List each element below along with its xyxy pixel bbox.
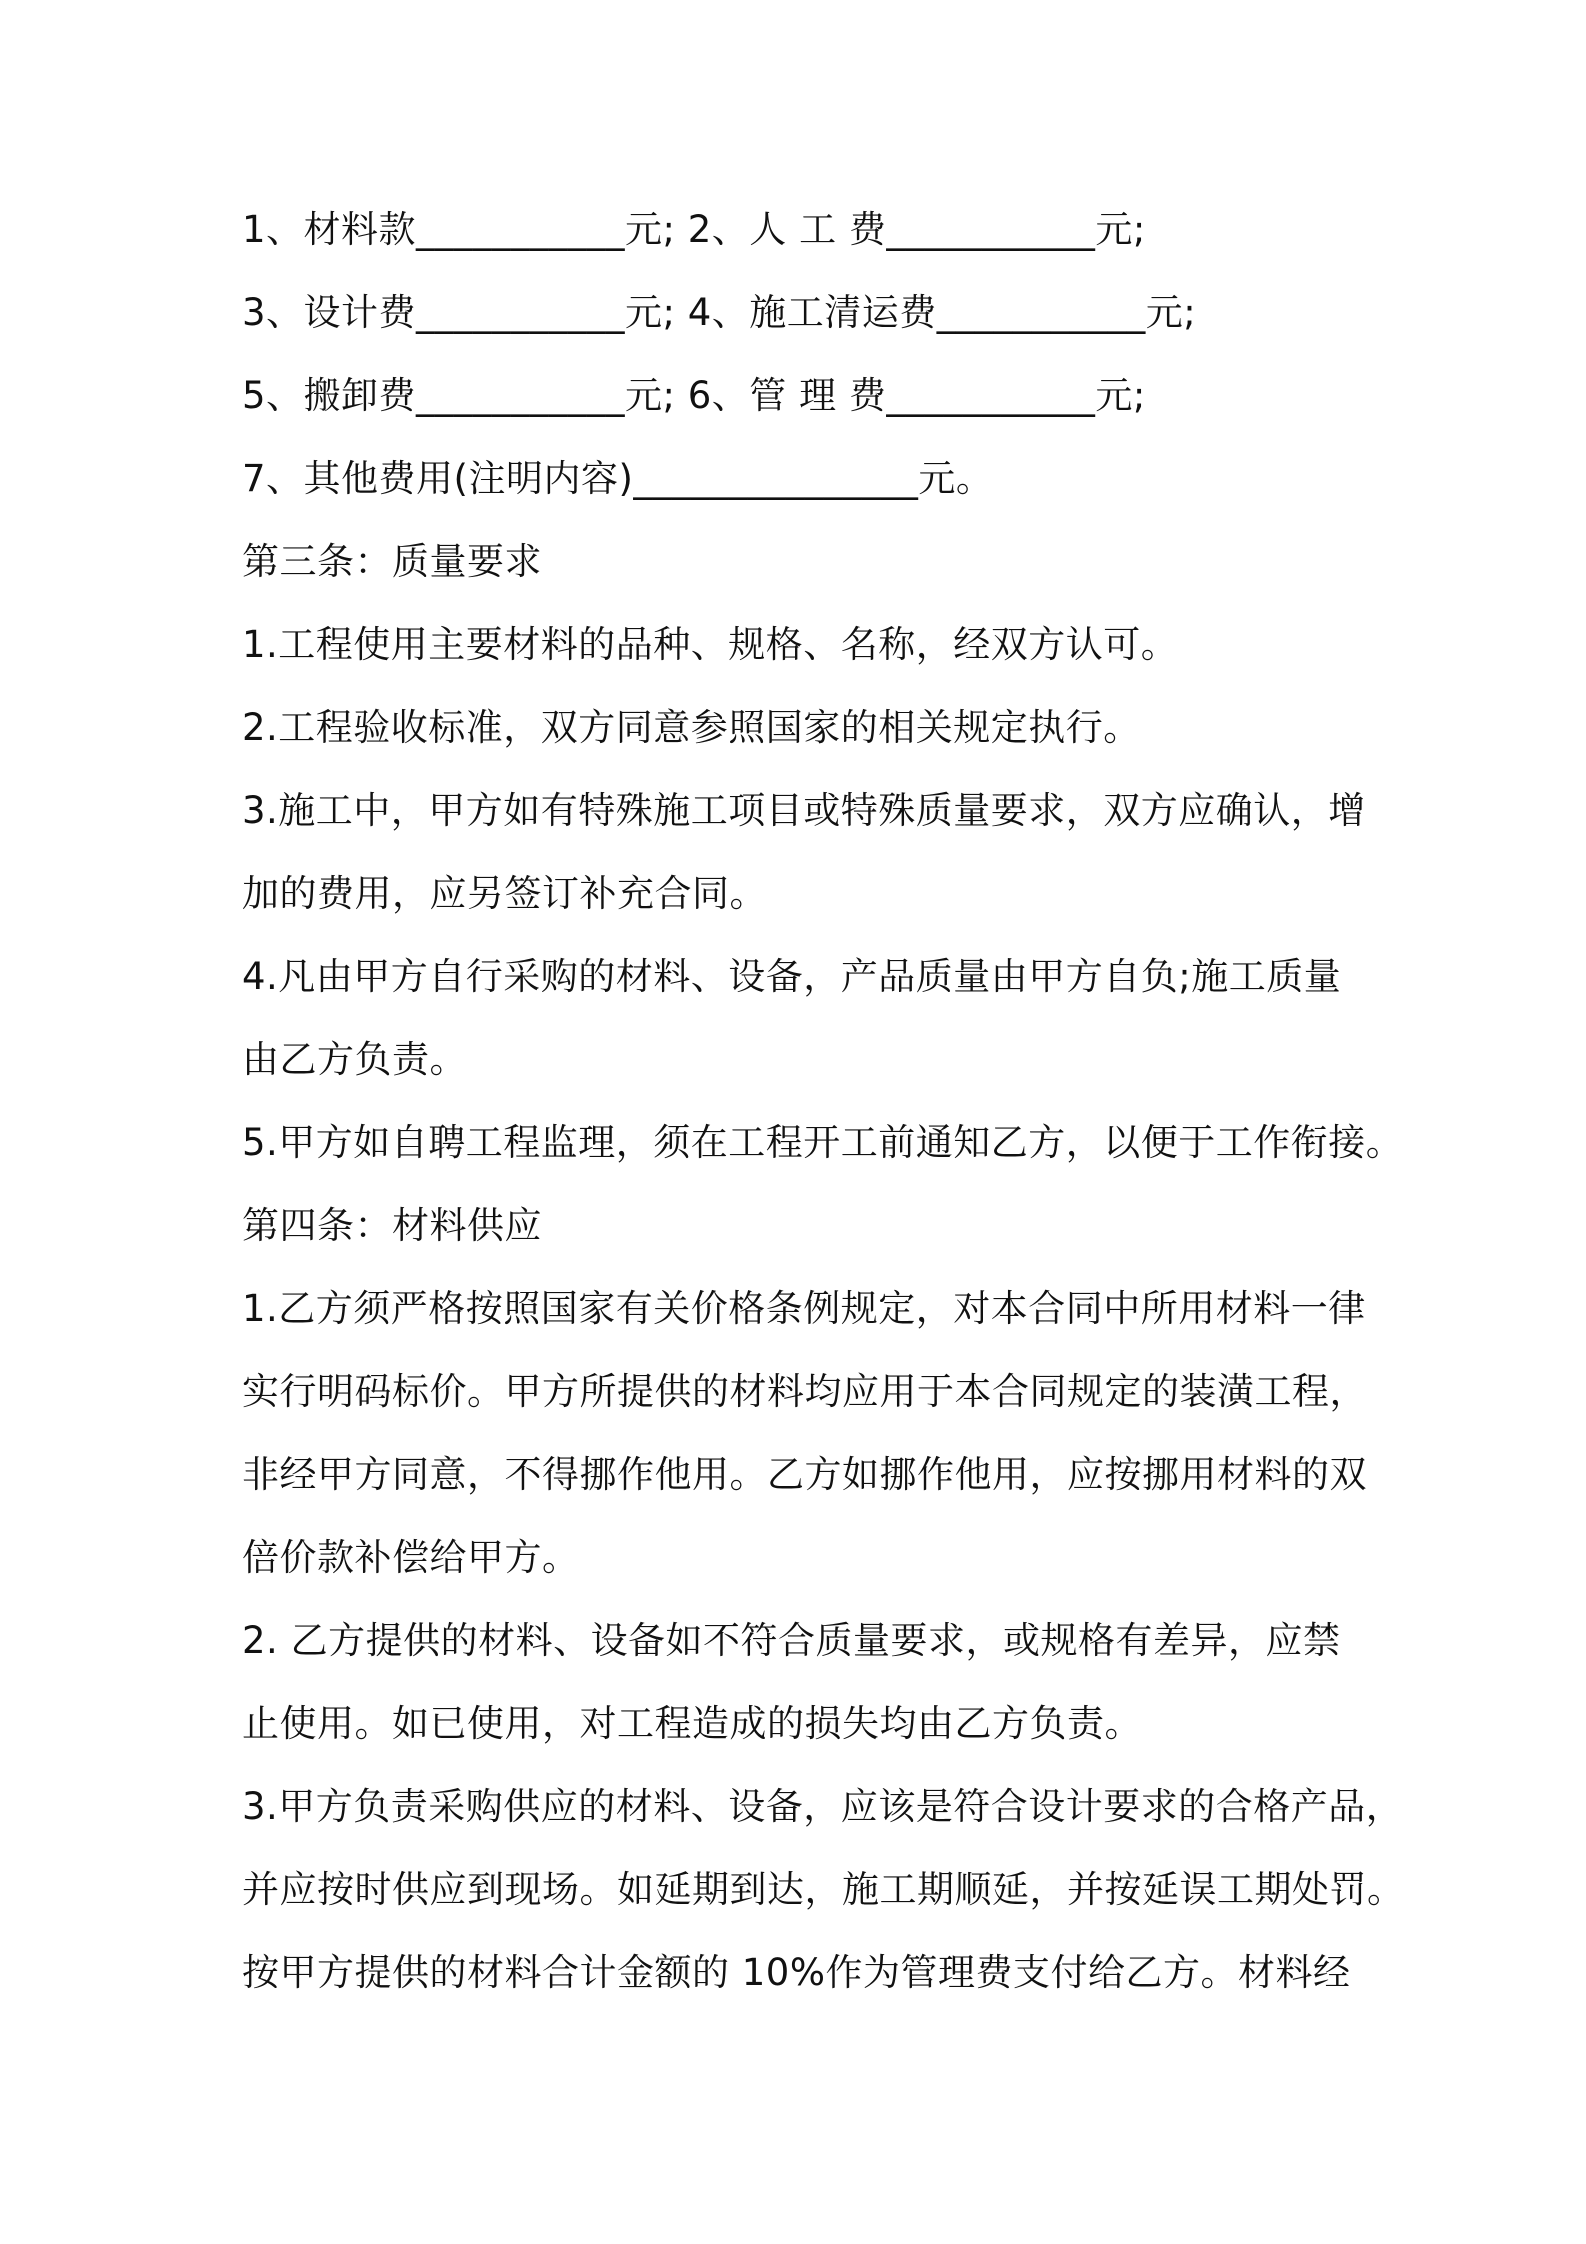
paragraph-line: 3.甲方负责采购供应的材料、设备，应该是符合设计要求的合格产品， [242,1785,1404,1828]
fee-line-1: 1、材料款___________元; 2、人 工 费___________元; [242,208,1146,251]
paragraph-line: 并应按时供应到现场。如延期到达，施工期顺延，并按延误工期处罚。 [242,1868,1405,1911]
paragraph-line: 4.凡由甲方自行采购的材料、设备，产品质量由甲方自负;施工质量 [242,955,1342,998]
paragraph-line: 1.工程使用主要材料的品种、规格、名称，经双方认可。 [242,623,1179,666]
section-heading-3: 第三条：质量要求 [242,540,542,583]
paragraph-line: 5.甲方如自聘工程监理，须在工程开工前通知乙方，以便于工作衔接。 [242,1121,1404,1164]
fee-line-4: 7、其他费用(注明内容)_______________元。 [242,457,994,500]
paragraph-line: 2. 乙方提供的材料、设备如不符合质量要求，或规格有差异，应禁 [242,1619,1341,1662]
paragraph-line: 加的费用，应另签订补充合同。 [242,872,767,915]
paragraph-line: 2.工程验收标准，双方同意参照国家的相关规定执行。 [242,706,1141,749]
fee-line-3: 5、搬卸费___________元; 6、管 理 费___________元; [242,374,1146,417]
paragraph-line: 3.施工中，甲方如有特殊施工项目或特殊质量要求，双方应确认，增 [242,789,1366,832]
paragraph-line: 止使用。如已使用，对工程造成的损失均由乙方负责。 [242,1702,1142,1745]
section-heading-4: 第四条：材料供应 [242,1204,542,1247]
paragraph-line: 按甲方提供的材料合计金额的 10%作为管理费支付给乙方。材料经 [242,1951,1351,1994]
paragraph-line: 由乙方负责。 [242,1038,467,1081]
paragraph-line: 倍价款补偿给甲方。 [242,1536,580,1579]
paragraph-line: 1.乙方须严格按照国家有关价格条例规定，对本合同中所用材料一律 [242,1287,1366,1330]
fee-line-2: 3、设计费___________元; 4、施工清运费___________元; [242,291,1197,334]
paragraph-line: 实行明码标价。甲方所提供的材料均应用于本合同规定的装潢工程， [242,1370,1367,1413]
paragraph-line: 非经甲方同意，不得挪作他用。乙方如挪作他用，应按挪用材料的双 [242,1453,1367,1496]
